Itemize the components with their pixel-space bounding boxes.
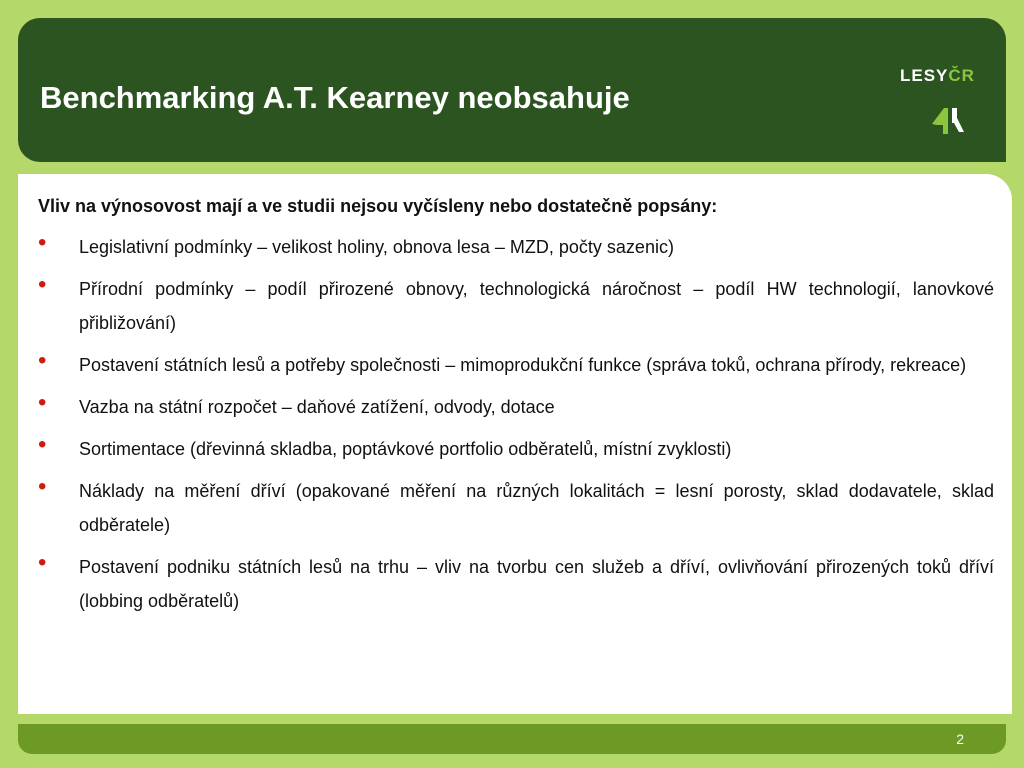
bullet-text: Postavení podniku státních lesů na trhu – vliv na tvorbu cen služeb a dříví, ovlivňování přirozených toků dříví (lobbing odběratelů) bbox=[79, 557, 994, 611]
bullet-item-legislation bbox=[38, 230, 994, 264]
slide-content bbox=[18, 174, 1012, 714]
bullet-item-natural-conditions bbox=[38, 272, 994, 340]
slide-footer bbox=[18, 724, 1006, 754]
bullet-icon: • bbox=[38, 389, 47, 416]
bullet-icon: • bbox=[38, 347, 47, 374]
lesy-cr-logo-icon bbox=[932, 108, 970, 136]
bullet-icon: • bbox=[38, 229, 47, 256]
bullet-text: Vazba na státní rozpočet – daňové zatížení, odvody, dotace bbox=[79, 397, 555, 417]
bullet-item-measurement-costs bbox=[38, 474, 994, 542]
logo-left-shape-icon bbox=[932, 108, 948, 134]
bullet-text: Náklady na měření dříví (opakované měření na různých lokalitách = lesní porosty, sklad dodavatele, sklad odběratele) bbox=[79, 481, 994, 535]
lesy-cr-logo bbox=[894, 62, 982, 142]
bullet-text: Sortimentace (dřevinná skladba, poptávkové portfolio odběratelů, místní zvyklosti) bbox=[79, 439, 732, 459]
logo-text-main: LESY bbox=[900, 66, 949, 85]
slide-title: Benchmarking A.T. Kearney neobsahuje bbox=[40, 80, 630, 115]
bullet-text: Postavení státních lesů a potřeby společnosti – mimoprodukční funkce (správa toků, ochrana přírody, rekreace) bbox=[79, 355, 967, 375]
bullet-text: Přírodní podmínky – podíl přirozené obnovy, technologická náročnost – podíl HW technologií, lanovkové přibližování) bbox=[79, 279, 994, 333]
logo-text-accent: ČR bbox=[948, 66, 975, 85]
bullet-item-state-forests-position bbox=[38, 348, 994, 382]
slide-header bbox=[18, 18, 1006, 162]
intro-text: Vliv na výnosovost mají a ve studii nejsou vyčísleny nebo dostatečně popsány: bbox=[38, 196, 718, 216]
logo-wordmark bbox=[900, 66, 975, 86]
page-number: 2 bbox=[956, 731, 964, 747]
bullet-icon: • bbox=[38, 473, 47, 500]
bullet-icon: • bbox=[38, 549, 47, 576]
bullet-item-state-budget bbox=[38, 390, 994, 424]
bullet-list bbox=[38, 230, 994, 626]
bullet-icon: • bbox=[38, 271, 47, 298]
bullet-icon: • bbox=[38, 431, 47, 458]
bullet-item-assortment bbox=[38, 432, 994, 466]
bullet-text: Legislativní podmínky – velikost holiny, obnova lesa – MZD, počty sazenic) bbox=[79, 237, 674, 257]
bullet-item-market-position bbox=[38, 550, 994, 618]
logo-right-shape-icon bbox=[952, 108, 964, 132]
